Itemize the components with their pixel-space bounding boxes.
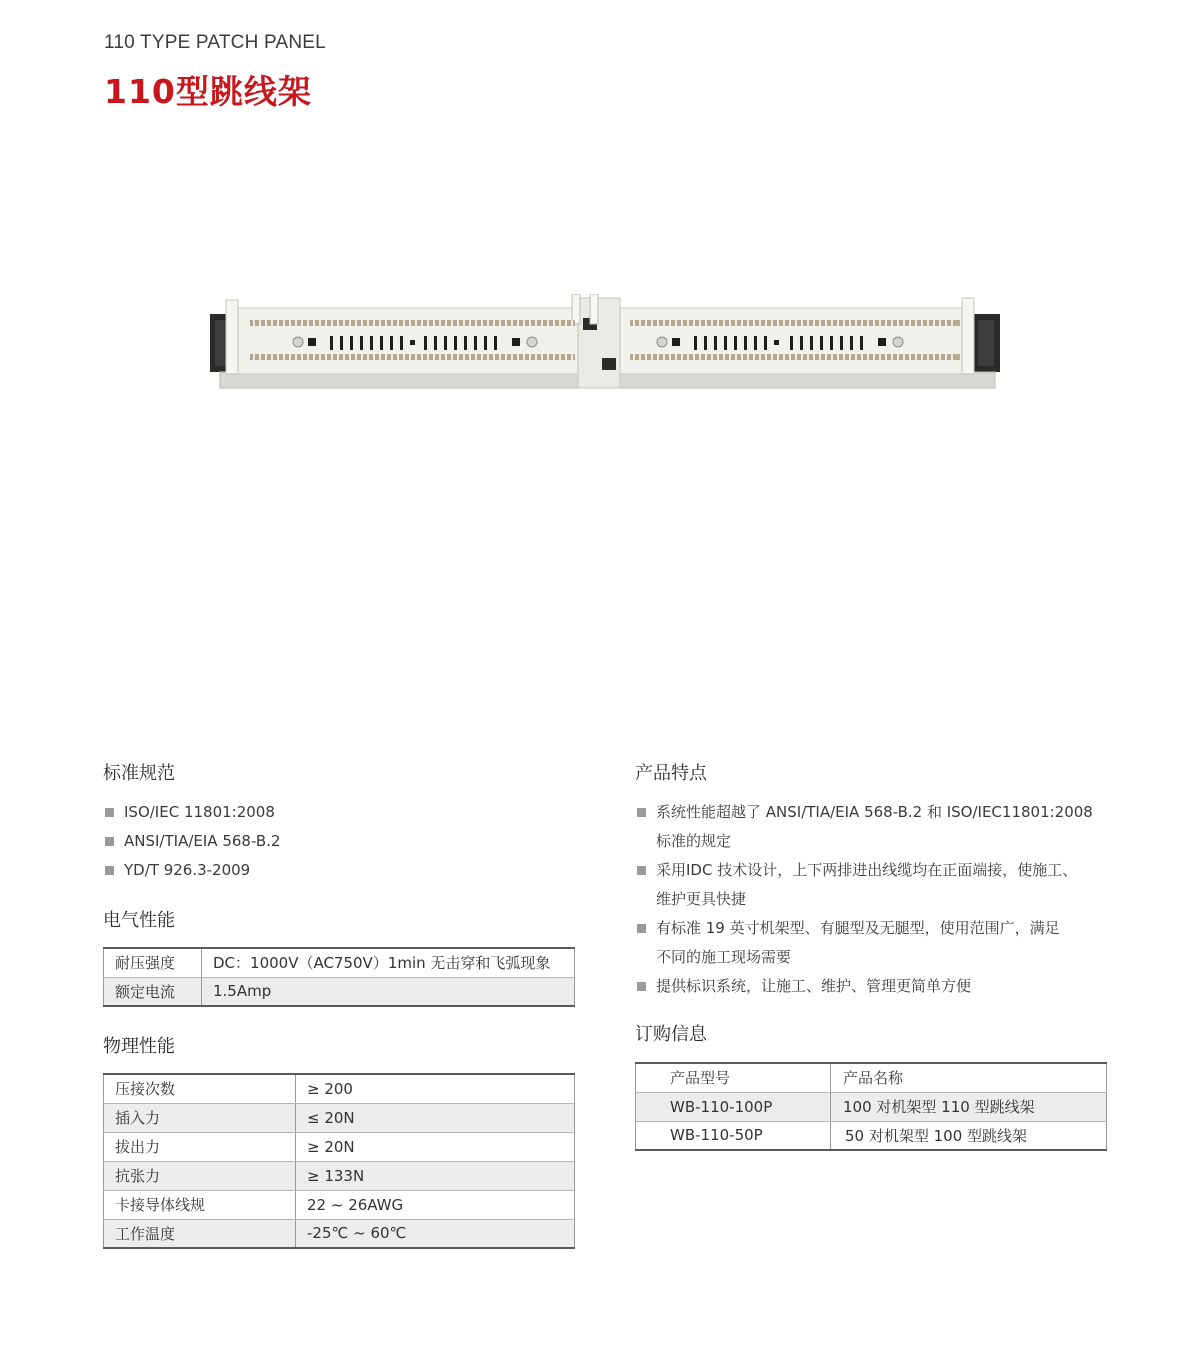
table-row <box>104 1074 575 1103</box>
page-title: 110型跳线架 <box>104 72 312 111</box>
left-column <box>103 760 575 1249</box>
table-row <box>104 1161 575 1190</box>
table-row <box>104 1190 575 1219</box>
ordering-table <box>635 1062 1107 1151</box>
standards-heading: 标准规范 <box>103 763 175 784</box>
bullet-square-icon <box>637 866 646 875</box>
electrical-table <box>103 947 575 1007</box>
table-cell-label: 卡接导体线规 <box>104 1190 296 1219</box>
list-item-text: 采用IDC 技术设计，上下两排进出线缆均在正面端接，使施工、 <box>656 861 1078 879</box>
table-cell-label: 压接次数 <box>104 1074 296 1103</box>
list-item <box>103 827 575 856</box>
list-item <box>635 914 1107 972</box>
table-row <box>104 1103 575 1132</box>
table-row <box>104 948 575 977</box>
list-item-text: YD/T 926.3-2009 <box>124 861 251 879</box>
bullet-square-icon <box>637 808 646 817</box>
table-cell-model: WB-110-100P <box>636 1092 831 1121</box>
table-cell-value: ≤ 20N <box>296 1103 575 1132</box>
list-item-text: ISO/IEC 11801:2008 <box>124 803 275 821</box>
table-row <box>104 1219 575 1248</box>
list-item-text: ANSI/TIA/EIA 568-B.2 <box>124 832 281 850</box>
table-cell-label: 工作温度 <box>104 1219 296 1248</box>
page-subtitle: 110 TYPE PATCH PANEL <box>104 32 326 53</box>
bullet-square-icon <box>105 808 114 817</box>
product-photo <box>210 294 1000 398</box>
column-header-name: 产品名称 <box>831 1063 1107 1092</box>
bullet-square-icon <box>105 837 114 846</box>
list-item-text: 系统性能超越了 ANSI/TIA/EIA 568-B.2 和 ISO/IEC11801:2008 <box>656 803 1093 821</box>
table-cell-name: 50 对机架型 100 型跳线架 <box>831 1121 1107 1150</box>
table-cell-name: 100 对机架型 110 型跳线架 <box>831 1092 1107 1121</box>
table-cell-label: 插入力 <box>104 1103 296 1132</box>
table-row <box>104 1132 575 1161</box>
table-cell-value: 22 ~ 26AWG <box>296 1190 575 1219</box>
list-item <box>635 798 1107 856</box>
table-cell-value: ≥ 20N <box>296 1132 575 1161</box>
list-item <box>635 856 1107 914</box>
list-item-text: 标准的规定 <box>656 832 732 850</box>
ordering-heading: 订购信息 <box>635 1024 707 1045</box>
standards-list <box>103 798 575 885</box>
features-list <box>635 798 1107 1001</box>
list-item-text: 不同的施工现场需要 <box>656 948 792 966</box>
list-item-text: 提供标识系统，让施工、维护、管理更简单方便 <box>656 977 972 995</box>
table-cell-value: DC：1000V（AC750V）1min 无击穿和飞弧现象 <box>202 948 575 977</box>
physical-heading: 物理性能 <box>103 1036 175 1057</box>
table-cell-label: 额定电流 <box>104 977 202 1006</box>
table-cell-model: WB-110-50P <box>636 1121 831 1150</box>
column-header-model: 产品型号 <box>636 1063 831 1092</box>
table-cell-value: -25℃ ~ 60℃ <box>296 1219 575 1248</box>
table-cell-value: ≥ 133N <box>296 1161 575 1190</box>
table-row <box>104 977 575 1006</box>
list-item <box>103 798 575 827</box>
table-cell-label: 拔出力 <box>104 1132 296 1161</box>
electrical-heading: 电气性能 <box>103 910 175 931</box>
list-item-text: 维护更具快捷 <box>656 890 747 908</box>
table-cell-value: ≥ 200 <box>296 1074 575 1103</box>
bullet-square-icon <box>637 982 646 991</box>
table-header-row <box>636 1063 1107 1092</box>
right-column <box>635 760 1107 1151</box>
table-cell-label: 耐压强度 <box>104 948 202 977</box>
bullet-square-icon <box>637 924 646 933</box>
table-cell-label: 抗张力 <box>104 1161 296 1190</box>
table-row <box>636 1092 1107 1121</box>
list-item <box>103 856 575 885</box>
table-row <box>636 1121 1107 1150</box>
features-heading: 产品特点 <box>635 763 707 784</box>
physical-table <box>103 1073 575 1249</box>
list-item-text: 有标准 19 英寸机架型、有腿型及无腿型，使用范围广，满足 <box>656 919 1060 937</box>
table-cell-value: 1.5Amp <box>202 977 575 1006</box>
bullet-square-icon <box>105 866 114 875</box>
list-item <box>635 972 1107 1001</box>
